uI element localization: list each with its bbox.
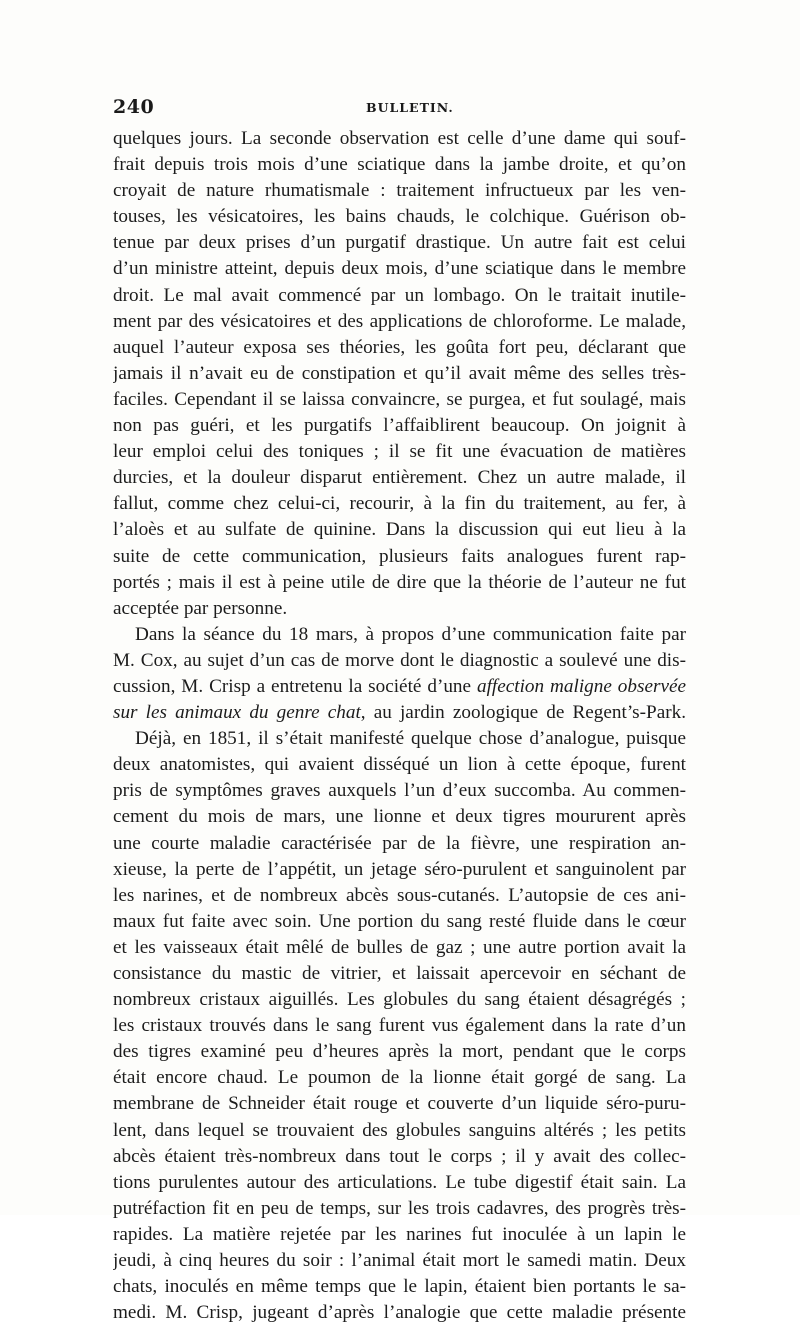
text-line: les narines, et de nombreux abcès sous-cutanés. L’autopsie de ces ani- (113, 884, 686, 906)
text-line: quelques jours. La seconde observation est celle d’une dame qui souf- (113, 128, 686, 149)
text-line: chats, inoculés en même temps que le lapin, étaient bien portants le sa- (113, 1276, 686, 1298)
text-line: abcès étaient très-nombreux dans tout le corps ; il y avait des collec- (113, 1145, 686, 1167)
text-line (113, 674, 686, 700)
text-line: durcies, et la douleur disparut entièrement. Chez un autre malade, il (113, 467, 686, 489)
text-line: xieuse, la perte de l’appétit, un jetage séro-purulent et sanguinolent par (113, 858, 686, 880)
text-line: non pas guéri, et les purgatifs l’affaiblirent beaucoup. On joignit à (113, 415, 686, 437)
text-line: était encore chaud. Le poumon de la lionne était gorgé de sang. La (113, 1067, 686, 1089)
text-line: touses, les vésicatoires, les bains chauds, le colchique. Guérison ob- (113, 206, 686, 228)
line-text: , au jardin zoologique de Regent’s-Park. (360, 702, 686, 724)
italic-phrase: affection maligne observée (476, 675, 686, 697)
text-line: consistance du mastic de vitrier, et laissait apercevoir en séchant de (113, 963, 686, 984)
text-line: droit. Le mal avait commencé par un lombago. On le traitait inutile- (113, 284, 686, 306)
running-head: BULLETIN. (366, 100, 454, 115)
text-line: faciles. Cependant il se laissa convaincre, se purgea, et fut soulagé, mais (113, 388, 686, 410)
italic-phrase: sur les animaux du genre chat (113, 702, 361, 724)
text-line: leur emploi celui des toniques ; il se fit une évacuation de matières (113, 441, 686, 463)
text-line: portés ; mais il est à peine utile de dire que la théorie de l’auteur ne fut (113, 571, 686, 593)
text-line: fallut, comme chez celui-ci, recourir, à la fin du traitement, au fer, à (113, 493, 686, 515)
text-line: tions purulentes autour des articulations. Le tube digestif était sain. La (113, 1171, 686, 1193)
text-line: une courte maladie caractérisée par de la fièvre, une respiration an- (113, 832, 686, 854)
text-line: jamais il n’avait eu de constipation et qu’il avait même des selles très- (113, 362, 686, 384)
text-line: les cristaux trouvés dans le sang furent vus également dans la rate d’un (113, 1015, 686, 1037)
text-line: maux fut faite avec soin. Une portion du sang resté fluide dans le cœur (113, 910, 686, 932)
text-line: suite de cette communication, plusieurs faits analogues furent rap- (113, 545, 686, 567)
text-line: lent, dans lequel se trouvaient des globules sanguins altérés ; les petits (113, 1119, 686, 1141)
text-line: tenue par deux prises d’un purgatif drastique. Un autre fait est celui (113, 232, 686, 254)
text-line: membrane de Schneider était rouge et couverte d’un liquide séro-puru- (113, 1093, 686, 1115)
text-line: putréfaction fit en peu de temps, sur les trois cadavres, des progrès très- (113, 1197, 686, 1219)
line-text: cussion, M. Crisp a entretenu la société d’une (113, 675, 477, 697)
text-line: medi. M. Crisp, jugeant d’après l’analogie que cette maladie présente (113, 1302, 686, 1324)
text-line: l’aloès et au sulfate de quinine. Dans la discussion qui eut lieu à la (113, 519, 686, 541)
text-line: jeudi, à cinq heures du soir : l’animal était mort le samedi matin. Deux (113, 1250, 686, 1272)
text-line: cement du mois de mars, une lionne et deux tigres moururent après (113, 806, 686, 828)
text-line: rapides. La matière rejetée par les narines fut inoculée à un lapin le (113, 1223, 686, 1245)
text-line: acceptée par personne. (113, 597, 288, 619)
body-text (113, 126, 686, 1326)
text-line: pris de symptômes graves auxquels l’un d’eux succomba. Au commen- (113, 780, 686, 802)
text-line: des tigres examiné peu d’heures après la mort, pendant que le corps (113, 1041, 686, 1063)
text-line: ment par des vésicatoires et des applications de chloroforme. Le malade, (113, 310, 686, 332)
text-line: M. Cox, au sujet d’un cas de morve dont le diagnostic a soulevé une dis- (113, 649, 686, 671)
text-line: d’un ministre atteint, depuis deux mois, d’une sciatique dans le membre (113, 258, 686, 280)
text-line: croyait de nature rhumatismale : traitement infructueux par les ven- (113, 180, 686, 202)
text-line: frait depuis trois mois d’une sciatique dans la jambe droite, et qu’on (113, 154, 686, 176)
text-line: auquel l’auteur exposa ses théories, les goûta fort peu, déclarant que (113, 336, 686, 358)
text-line: deux anatomistes, qui avaient disséqué un lion à cette époque, furent (113, 754, 686, 776)
text-line: et les vaisseaux était mêlé de bulles de gaz ; une autre portion avait la (113, 936, 686, 958)
text-line: nombreux cristaux aiguillés. Les globules du sang étaient désagrégés ; (113, 989, 686, 1011)
page-header (113, 96, 686, 126)
text-line: Déjà, en 1851, il s’était manifesté quelque chose d’analogue, puisque (135, 728, 686, 750)
page-number: 240 (113, 96, 155, 118)
text-line: Dans la séance du 18 mars, à propos d’une communication faite par (135, 623, 686, 645)
text-line (113, 700, 686, 726)
